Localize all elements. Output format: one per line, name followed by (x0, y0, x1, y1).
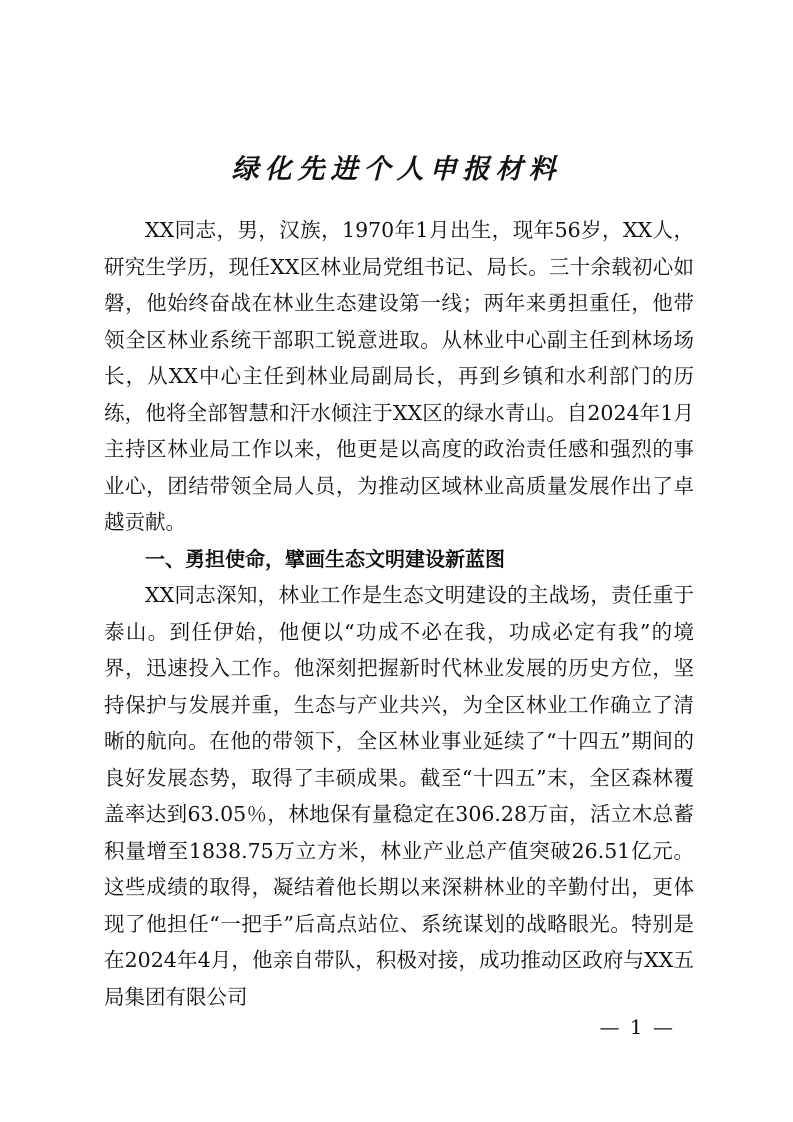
section-paragraph: XX同志深知，林业工作是生态文明建设的主战场，责任重于泰山。到任伊始，他便以“功成不必在我，功成必定有我”的境界，迅速投入工作。他深刻把握新时代林业发展的历史方位，坚持保护与发展并重，生态与产业共兴，为全区林业工作确立了清晰的航向。在他的带领下，全区林业事业延续了“十四五”期间的良好发展态势，取得了丰硕成果。截至“十四五”末，全区森林覆盖率达到63.05％，林地保有量稳定在306.28万亩，活立木总蓄积量增至1838.75万立方米，林业产业总产值突破26.51亿元。这些成绩的取得，凝结着他长期以来深耕林业的辛勤付出，更体现了他担任“一把手”后高点站位、系统谋划的战略眼光。特别是在2024年4月，他亲自带队，积极对接，成功推动区政府与XX五局集团有限公司 (104, 583, 694, 1009)
section-heading: 一、勇担使命，擘画生态文明建设新蓝图 (145, 546, 505, 571)
document-body (104, 212, 694, 1015)
intro-paragraph: XX同志，男，汉族，1970年1月出生，现年56岁，XX人，研究生学历，现任XX区林业局党组书记、局长。三十余载初心如磐，他始终奋战在林业生态建设第一线；两年来勇担重任，他带领全区林业系统干部职工锐意进取。从林业中心副主任到林场场长，从XX中心主任到林业局副局长，再到乡镇和水利部门的历练，他将全部智慧和汗水倾注于XX区的绿水青山。自2024年1月主持区林业局工作以来，他更是以高度的政治责任感和强烈的事业心，团结带领全局人员，为推动区域林业高质量发展作出了卓越贡献。 (104, 218, 694, 534)
document-title: 绿化先进个人申报材料 (231, 154, 562, 185)
page-number: — 1 — (599, 1015, 675, 1039)
